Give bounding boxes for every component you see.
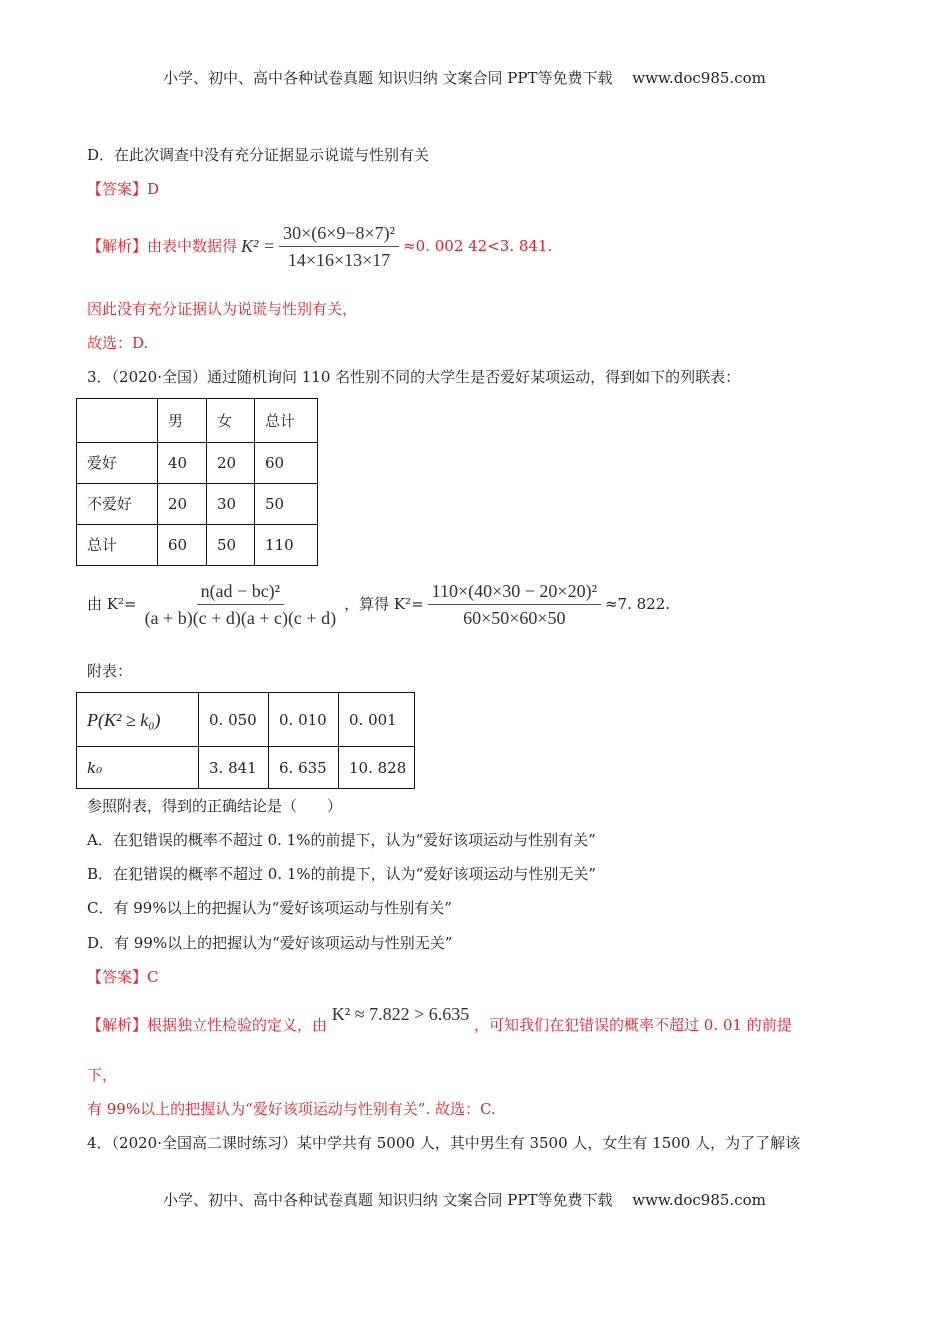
- general-formula: [141, 580, 341, 629]
- q3-answer: 【答案】C: [87, 968, 159, 986]
- q3-option-b: B．在犯错误的概率不超过 0. 1%的前提下，认为“爱好该项运动与性别无关”: [87, 865, 597, 883]
- q2-answer: 【答案】D: [87, 180, 160, 198]
- analysis-suffix: ，可知我们在犯错误的概率不超过 0. 01 的前提: [474, 1016, 792, 1034]
- q3-formula-line: [87, 576, 674, 632]
- denominator: (a + b)(c + d)(a + c)(c + d): [144, 607, 337, 628]
- q2-analysis: [87, 218, 556, 274]
- q2-conclusion: 因此没有充分证据认为说谎与性别有关，: [87, 300, 358, 318]
- computed-formula: [428, 580, 601, 629]
- table-row: 总计 60 50 110: [77, 525, 318, 566]
- analysis-prefix: 【解析】由表中数据得: [87, 237, 238, 255]
- q3-analysis-line2: 下，: [87, 1066, 118, 1084]
- table-row: k₀ 3. 841 6. 635 10. 828: [77, 747, 415, 789]
- numerator: n(ad − bc)²: [197, 580, 285, 605]
- table-row: 不爱好 20 30 50: [77, 484, 318, 525]
- table-header-row: 男 女 总计: [77, 399, 318, 443]
- analysis-formula: K² ≈ 7.822 > 6.635: [331, 1004, 470, 1024]
- formula-lhs: K² =: [241, 236, 276, 256]
- q3-question: 参照附表，得到的正确结论是（ ）: [87, 797, 343, 815]
- formula-fraction: [279, 222, 399, 271]
- formula-result: ≈0. 002 42<3. 841.: [403, 237, 553, 255]
- appendix-table: [76, 692, 415, 789]
- q3-analysis-line3: 有 99%以上的把握认为“爱好该项运动与性别有关”. 故选：C.: [87, 1100, 496, 1118]
- contingency-table: [76, 398, 318, 566]
- q3-option-d: D．有 99%以上的把握认为“爱好该项运动与性别无关”: [87, 934, 453, 952]
- formula-result: ≈7. 822.: [604, 595, 671, 613]
- numerator: 30×(6×9−8×7)²: [279, 222, 399, 247]
- page-header: 小学、初中、高中各种试卷真题 知识归纳 文案合同 PPT等免费下载 www.doc985.com: [163, 69, 766, 87]
- q3-analysis: [87, 1004, 792, 1035]
- appendix-label: 附表：: [87, 662, 133, 680]
- q4-stem: 4．（2020·全国高二课时练习）某中学共有 5000 人，其中男生有 3500 人，女生有 1500 人，为了了解该: [87, 1134, 801, 1152]
- q3-option-a: A．在犯错误的概率不超过 0. 1%的前提下，认为“爱好该项运动与性别有关”: [87, 831, 596, 849]
- table-row: P(K² ≥ k₀) 0. 050 0. 010 0. 001: [77, 693, 415, 747]
- analysis-prefix: 【解析】根据独立性检验的定义，由: [87, 1016, 328, 1034]
- q3-stem: 3．（2020·全国）通过随机询问 110 名性别不同的大学生是否爱好某项运动，得到如下的列联表：: [87, 368, 741, 386]
- denominator: 14×16×13×17: [287, 249, 391, 270]
- q2-choice: 故选：D.: [87, 334, 149, 352]
- numerator: 110×(40×30 − 20×20)²: [428, 580, 601, 605]
- q3-option-c: C．有 99%以上的把握认为“爱好该项运动与性别有关”: [87, 899, 452, 917]
- formula-prefix: 由 K²=: [87, 595, 137, 613]
- table-row: 爱好 40 20 60: [77, 443, 318, 484]
- denominator: 60×50×60×50: [463, 607, 566, 628]
- q2-option-d: D．在此次调查中没有充分证据显示说谎与性别有关: [87, 146, 430, 164]
- page-footer: 小学、初中、高中各种试卷真题 知识归纳 文案合同 PPT等免费下载 www.doc985.com: [163, 1191, 766, 1209]
- formula-mid: ，算得 K²=: [344, 595, 424, 613]
